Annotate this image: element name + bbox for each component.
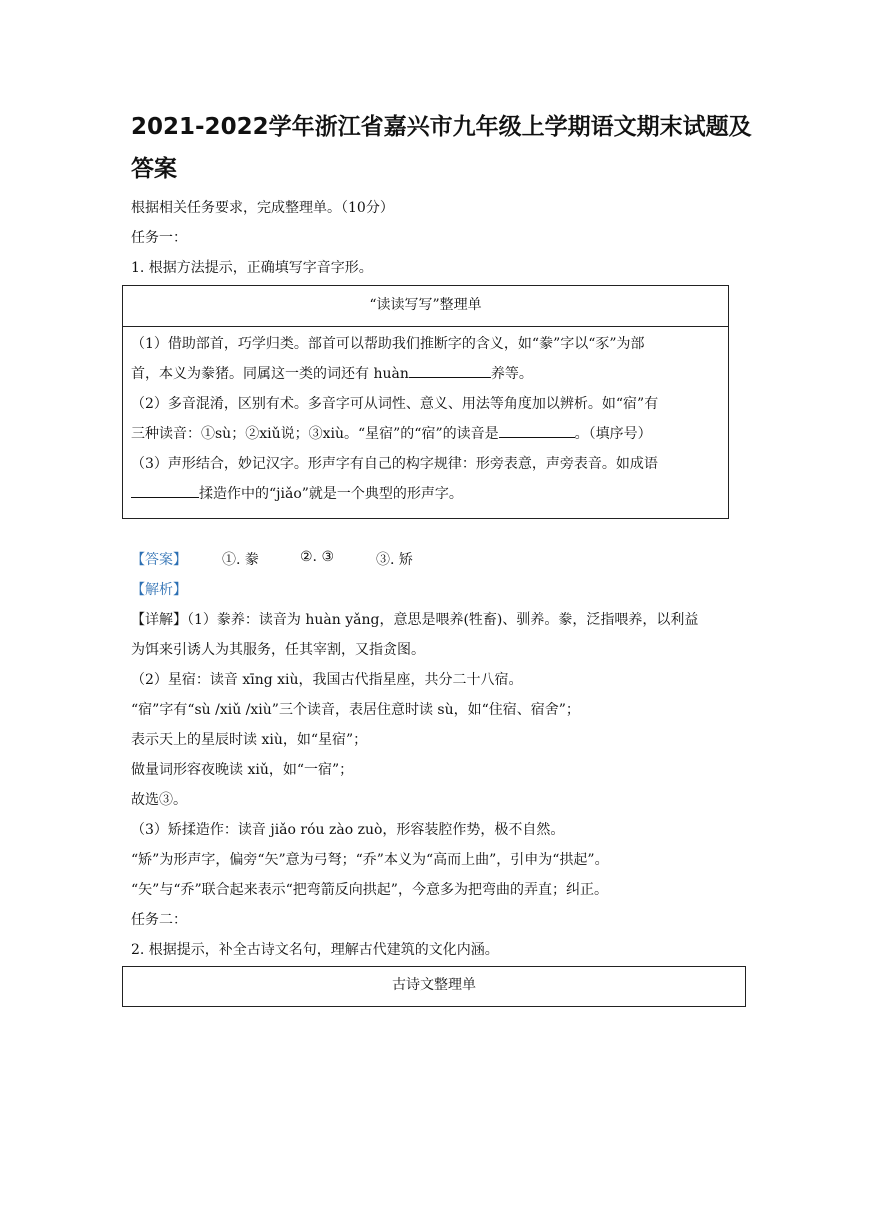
table1-row2-tail: 。（填序号） (574, 426, 652, 442)
analysis-label: 【解析】 (131, 582, 187, 598)
table1-divider (123, 326, 728, 327)
page-title-line2: 答案 (131, 156, 177, 182)
table2-header: 古诗文整理单 (392, 977, 476, 993)
detail-line-2: （2）星宿：读音 xīng xiù，我国古代指星座，共分二十八宿。 (131, 672, 523, 688)
detail-line-3: “宿”字有“sù /xiǔ /xiù”三个读音，表居住意时读 sù，如“住宿、宿舍”； (131, 702, 580, 718)
table1-row1-text: 首，本义为豢猪。同属这一类的词还有 huàn (131, 366, 409, 382)
table1-row1-tail: 养等。 (490, 366, 533, 382)
answer-label: 【答案】 (131, 552, 187, 568)
detail-text-0: （1）豢养：读音为 huàn yǎng，意思是喂养(牲畜)、驯养。豢，泛指喂养，以利益 (187, 612, 699, 628)
answer-blank-2 (499, 425, 575, 438)
answer-3: ③. 矫 (376, 552, 413, 568)
table1-header: “读读写写”整理单 (369, 297, 482, 313)
detail-line-1: 为饵来引诱人为其服务，任其宰割，又指贪图。 (131, 642, 425, 658)
task2-label: 任务二： (131, 912, 187, 928)
detail-line-8: “矫”为形声字，偏旁“矢”意为弓弩；“乔”本义为“高而上曲”，引申为“拱起”。 (131, 852, 609, 868)
task1-label: 任务一： (131, 230, 187, 246)
poetry-table (122, 966, 746, 1007)
table1-row3-line2 (131, 483, 463, 503)
table1-row3-text: 揉造作中的“jiǎo”就是一个典型的形声字。 (199, 486, 463, 502)
table1-row3-line1: （3）声形结合，妙记汉字。形声字有自己的构字规律：形旁表意，声旁表音。如成语 (131, 456, 658, 472)
answer-2: ②. ③ (300, 549, 335, 565)
question-1: 1. 根据方法提示，正确填写字音字形。 (131, 260, 373, 276)
table1-row1-line1: （1）借助部首，巧学归类。部首可以帮助我们推断字的含义，如“豢”字以“豕”为部 (131, 336, 645, 352)
intro-text: 根据相关任务要求，完成整理单。（10分） (131, 200, 394, 216)
detail-line-5: 做量词形容夜晚读 xiǔ，如“一宿”； (131, 762, 354, 778)
question-2: 2. 根据提示，补全古诗文名句，理解古代建筑的文化内涵。 (131, 942, 499, 958)
table1-row2-line2 (131, 423, 652, 443)
table1-row1-line2 (131, 363, 533, 383)
detail-label: 【详解】 (131, 612, 187, 628)
answer-blank-1 (409, 365, 491, 378)
detail-line-7: （3）矫揉造作：读音 jiǎo róu zào zuò，形容装腔作势，极不自然。 (131, 822, 565, 838)
table1-row2-line1: （2）多音混淆，区别有术。多音字可从词性、意义、用法等角度加以辨析。如“宿”有 (131, 396, 659, 412)
page-title-line1: 2021-2022学年浙江省嘉兴市九年级上学期语文期末试题及 (131, 114, 752, 140)
answer-1: ①. 豢 (222, 552, 259, 568)
detail-line-4: 表示天上的星辰时读 xiù，如“星宿”； (131, 732, 368, 748)
detail-line-9: “矢”与“乔”联合起来表示“把弯箭反向拱起”，今意多为把弯曲的弄直；纠正。 (131, 882, 608, 898)
table1-row2-text: 三种读音：①sù；②xiǔ说；③xiù。“星宿”的“宿”的读音是 (131, 426, 499, 442)
detail-line-6: 故选③。 (131, 792, 187, 808)
answer-blank-3 (131, 485, 199, 498)
detail-line-0 (131, 609, 698, 629)
